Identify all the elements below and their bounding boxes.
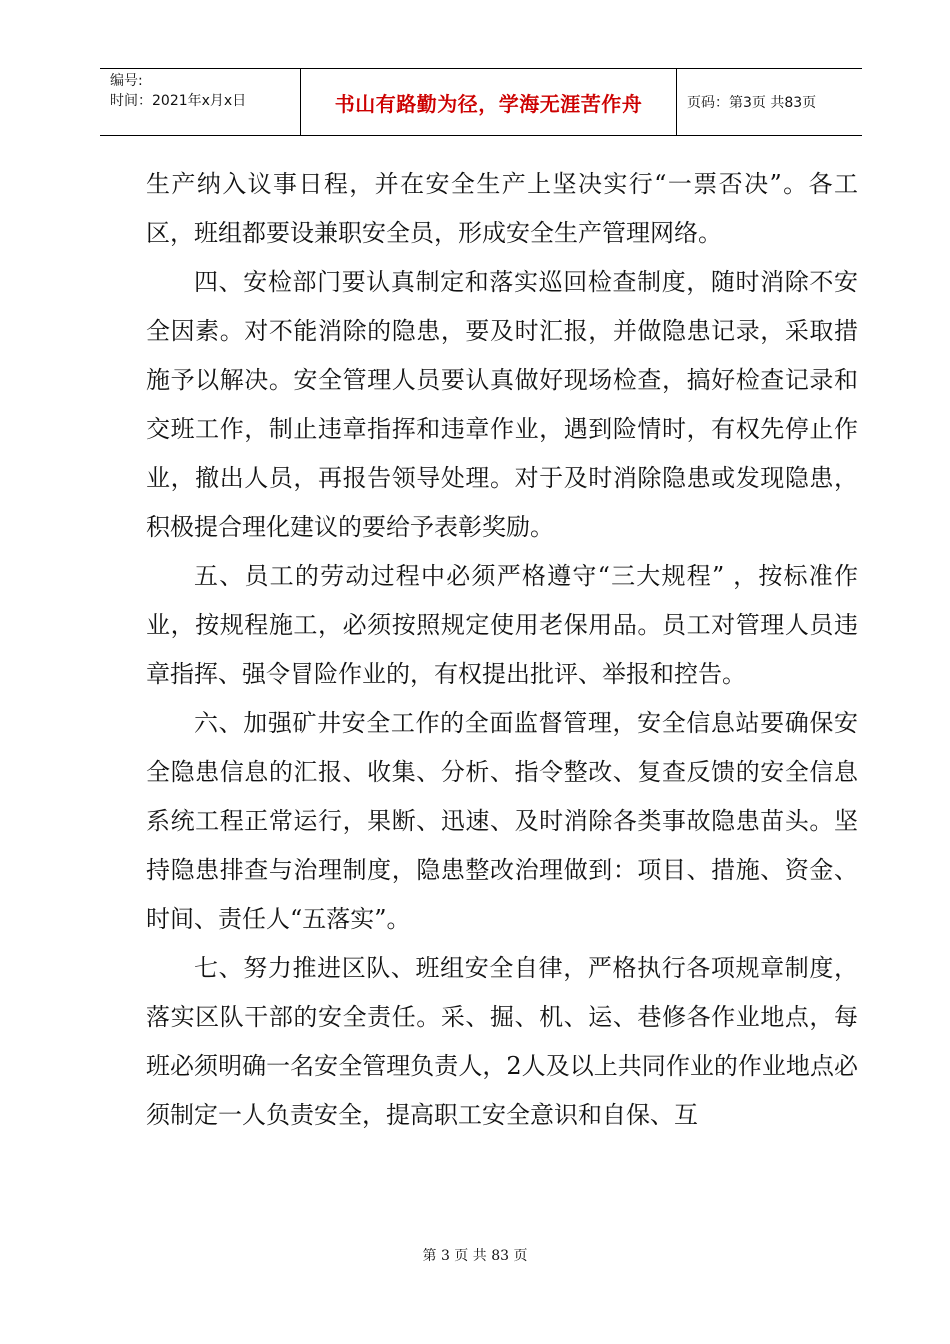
document-time: 时间：2021年x月x日 xyxy=(110,93,247,109)
paragraph-item-7: 七、努力推进区队、班组安全自律，严格执行各项规章制度，落实区队干部的安全责任。采、掘、机、运、巷修各作业地点，每班必须明确一名安全管理负责人，2人及以上共同作业的作业地点必须制定一人负责安全，提高职工安全意识和自保、互 xyxy=(146,954,858,1129)
paragraph-item-6: 六、加强矿井安全工作的全面监督管理，安全信息站要确保安全隐患信息的汇报、收集、分析、指令整改、复查反馈的安全信息系统工程正常运行，果断、迅速、及时消除各类事故隐患苗头。坚持隐患排查与治理制度，隐患整改治理做到：项目、措施、资金、时间、责任人“五落实”。 xyxy=(146,709,858,933)
document-body xyxy=(146,160,858,1140)
page-footer: 第 3 页 共 83 页 xyxy=(422,1248,528,1264)
page-header xyxy=(100,68,862,136)
paragraph-item-4: 四、安检部门要认真制定和落实巡回检查制度，随时消除不安全因素。对不能消除的隐患，要及时汇报，并做隐患记录，采取措施予以解决。安全管理人员要认真做好现场检查，搞好检查记录和交班工作，制止违章指挥和违章作业，遇到险情时，有权先停止作业，撤出人员，再报告领导处理。对于及时消除隐患或发现隐患，积极提合理化建议的要给予表彰奖励。 xyxy=(146,268,858,541)
paragraph-item-5: 五、员工的劳动过程中必须严格遵守“三大规程” ，按标准作业，按规程施工，必须按照规定使用老保用品。员工对管理人员违章指挥、强令冒险作业的，有权提出批评、举报和控告。 xyxy=(146,562,858,688)
header-meta xyxy=(100,69,301,135)
document-number-label: 编号: xyxy=(110,73,143,89)
header-page-info: 页码：第3页 共83页 xyxy=(687,95,817,111)
paragraph-continuation: 生产纳入议事日程，并在安全生产上坚决实行“一票否决”。各工区，班组都要设兼职安全员，形成安全生产管理网络。 xyxy=(146,170,858,247)
header-motto: 书山有路勤为径，学海无涯苦作舟 xyxy=(301,69,677,135)
